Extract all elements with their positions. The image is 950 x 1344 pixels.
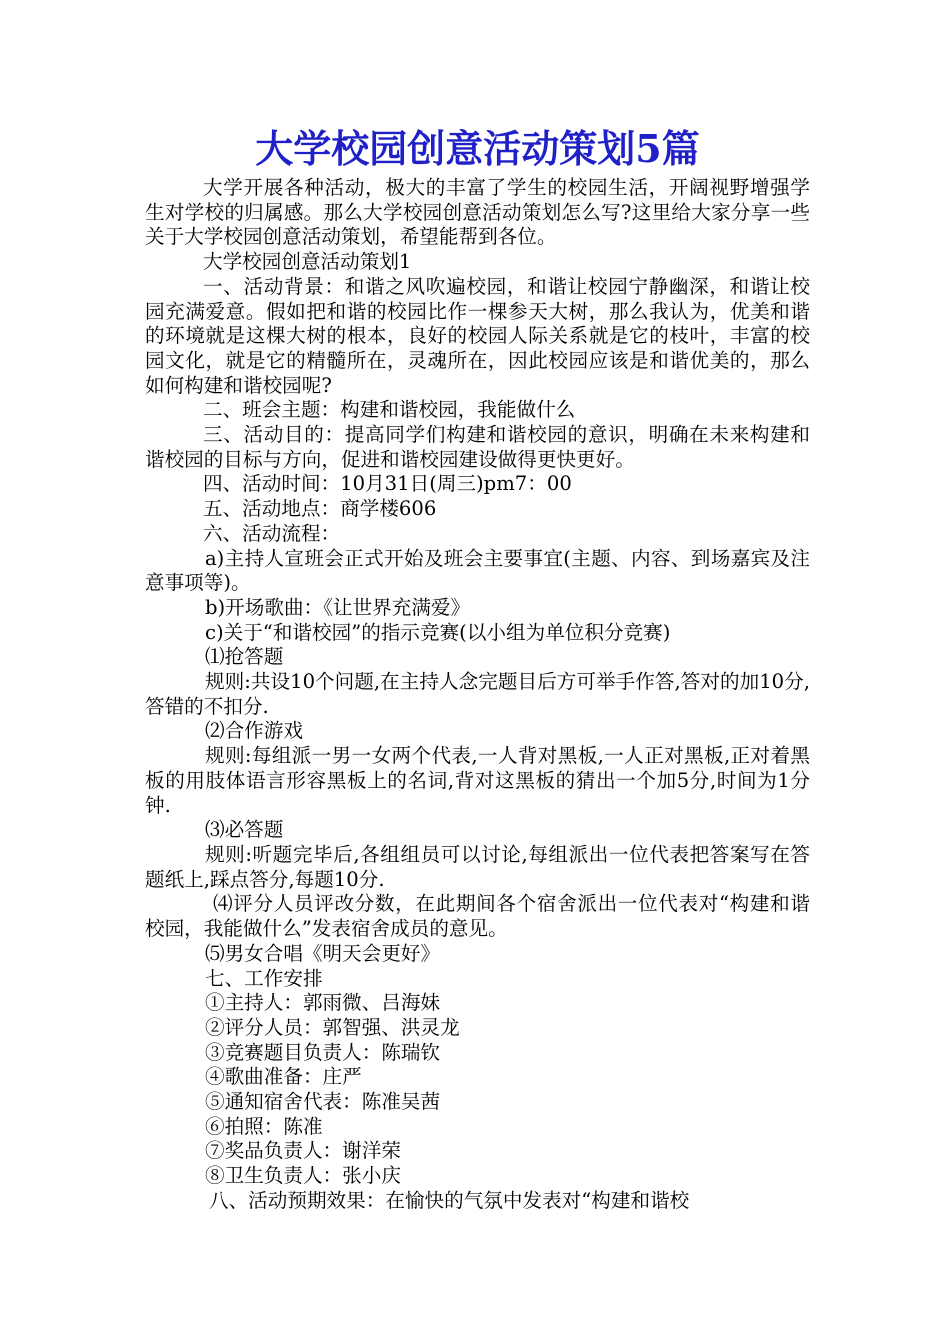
list-item-notify: ⑤通知宿舍代表：陈准吴茜 <box>205 1090 441 1114</box>
paragraph-rule-3: 规则:听题完毕后,各组组员可以讨论,每组派出一位代表把答案写在答题纸上,踩点答分,每题10分. <box>145 842 810 891</box>
document-title: 大学校园创意活动策划5篇 <box>255 126 700 171</box>
paragraph-time: 四、活动时间：10月31日(周三)pm7：00 <box>203 472 572 496</box>
paragraph-location: 五、活动地点：商学楼606 <box>203 497 437 521</box>
paragraph-quiz-2: ⑵合作游戏 <box>205 719 303 743</box>
list-item-songs: ④歌曲准备：庄严 <box>205 1065 362 1089</box>
paragraph-work-arrangement: 七、工作安排 <box>205 966 323 990</box>
paragraph-expected-effect: 八、活动预期效果：在愉快的气氛中发表对“构建和谐校 <box>209 1188 690 1212</box>
list-item-prizes: ⑦奖品负责人：谢洋荣 <box>205 1139 401 1163</box>
intro-paragraph: 大学开展各种活动，极大的丰富了学生的校园生活，开阔视野增强学生对学校的归属感。那么大学校园创意活动策划怎么写?这里给大家分享一些关于大学校园创意活动策划，希望能帮到各位。 <box>145 176 810 249</box>
paragraph-background: 一、活动背景：和谐之风吹遍校园，和谐让校园宁静幽深，和谐让校园充满爱意。假如把和谐的校园比作一棵参天大树，那么我认为，优美和谐的环境就是这棵大树的根本，良好的校园人际关系就是它的枝叶，丰富的校园文化，就是它的精髓所在，灵魂所在，因此校园应该是和谐优美的，那么如何构建和谐校园呢? <box>145 274 810 397</box>
paragraph-quiz-4: ⑷评分人员评改分数，在此期间各个宿舍派出一位代表对“构建和谐校园，我能做什么”发表宿舍成员的意见。 <box>145 892 810 941</box>
paragraph-quiz-1: ⑴抢答题 <box>205 645 284 669</box>
paragraph-quiz-5: ⑸男女合唱《明天会更好》 <box>205 941 441 965</box>
document-page <box>145 122 810 1214</box>
paragraph-rule-1: 规则:共设10个问题,在主持人念完题目后方可举手作答,答对的加10分,答错的不扣分. <box>145 670 810 718</box>
paragraph-quiz-3: ⑶必答题 <box>205 818 284 842</box>
paragraph-theme: 二、班会主题：构建和谐校园，我能做什么 <box>203 398 576 422</box>
paragraph-step-b: b)开场歌曲：《让世界充满爱》 <box>205 595 471 619</box>
paragraph-purpose: 三、活动目的：提高同学们构建和谐校园的意识，明确在未来构建和谐校园的目标与方向，促进和谐校园建设做得更快更好。 <box>145 423 810 471</box>
list-item-questions: ③竞赛题目负责人：陈瑞钦 <box>205 1040 441 1064</box>
paragraph-rule-2: 规则:每组派一男一女两个代表,一人背对黑板,一人正对黑板,正对着黑板的用肢体语言形容黑板上的名词,背对这黑板的猜出一个加5分,时间为1分钟. <box>145 744 810 817</box>
section-heading-plan-1: 大学校园创意活动策划1 <box>203 250 412 274</box>
list-item-host: ①主持人：郭雨微、吕海妹 <box>205 991 441 1015</box>
list-item-judges: ②评分人员：郭智强、洪灵龙 <box>205 1015 460 1039</box>
paragraph-step-c: c)关于“和谐校园”的指示竞赛(以小组为单位积分竞赛) <box>205 620 671 644</box>
list-item-cleaning: ⑧卫生负责人：张小庆 <box>205 1164 401 1188</box>
paragraph-step-a: a)主持人宣班会正式开始及班会主要事宜(主题、内容、到场嘉宾及注意事项等)。 <box>145 546 810 595</box>
list-item-photo: ⑥拍照：陈准 <box>205 1114 323 1138</box>
paragraph-process: 六、活动流程： <box>203 521 341 545</box>
